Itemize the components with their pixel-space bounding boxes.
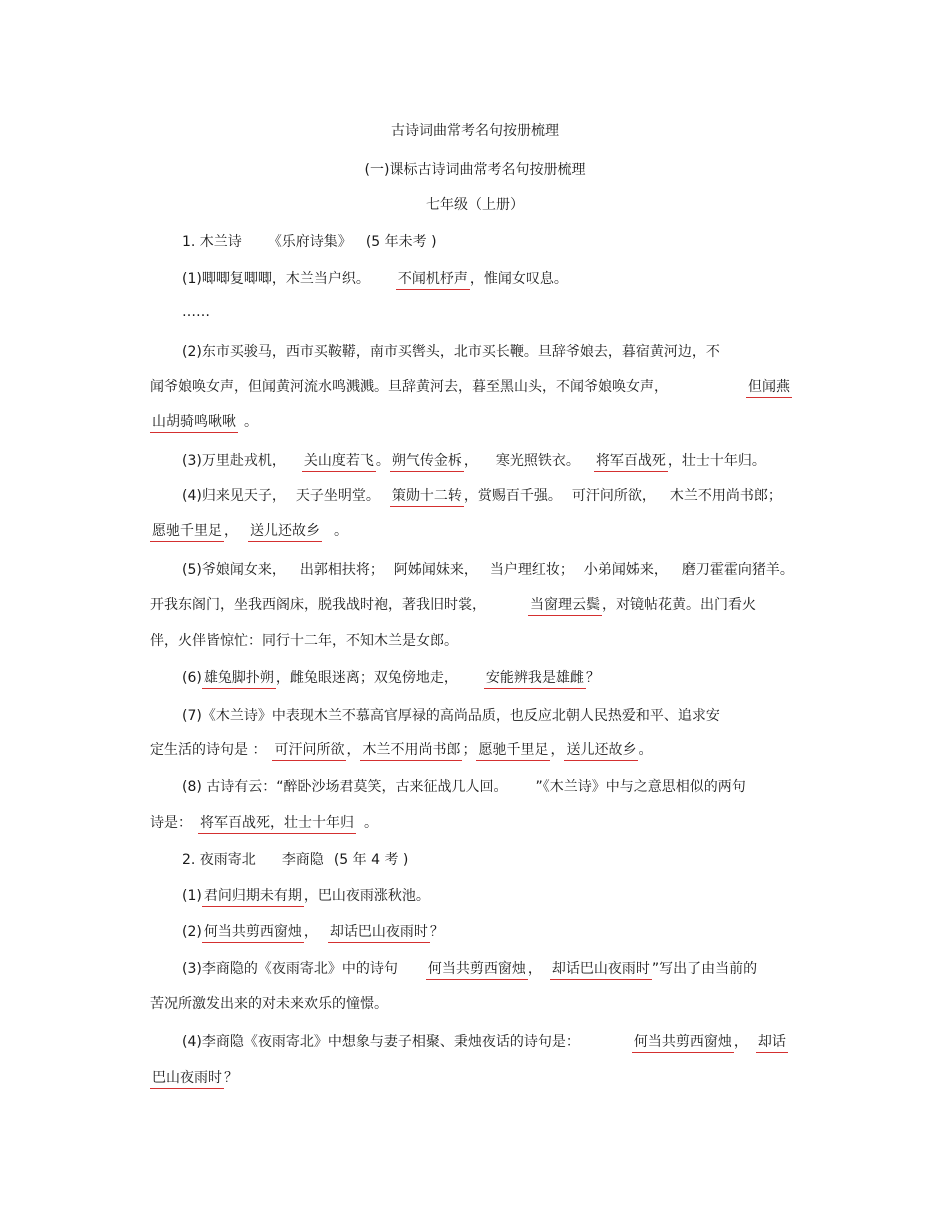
section-subtitle: (一)课标古诗词曲常考名句按册梳理	[364, 162, 586, 178]
question-1-7-line1: (7)《木兰诗》中表现木兰不慕高官厚禄的高尚品质，也反应北朝人民热爱和平、追求安	[182, 708, 720, 724]
answer-blank: 何当共剪西窗烛	[632, 1033, 734, 1053]
answer-blank: 将军百战死，壮士十年归	[198, 814, 356, 834]
question-1-2-line3: 山胡骑鸣啾啾 。	[150, 412, 258, 433]
answer-blank: 却话巴山夜雨时	[550, 960, 652, 980]
exam-count: (5 年未考 )	[365, 234, 437, 250]
question-1-5-line2: 开我东阁门，坐我西阁床，脱我战时袍，著我旧时裳， 当窗理云鬓 ，对镜帖花黄。出门看火	[150, 595, 756, 616]
answer-blank: 关山度若飞	[302, 452, 376, 472]
answer-blank: 君问归期未有期	[202, 887, 304, 907]
question-2-3-line1: (3)李商隐的《夜雨寄北》中的诗句 何当共剪西窗烛 ， 却话巴山夜雨时 ”写出了由当前的	[182, 959, 757, 980]
question-1-2-line1: (2)东市买骏马，西市买鞍鞯，南市买辔头，北市买长鞭。旦辞爷娘去，暮宿黄河边，不	[182, 344, 720, 360]
answer-blank: 但闻燕	[746, 378, 792, 398]
answer-blank: 送儿还故乡	[248, 522, 322, 542]
answer-blank: 当窗理云鬓	[528, 596, 602, 616]
grade-heading: 七年级（上册）	[426, 197, 524, 213]
answer-blank: 山胡骑鸣啾啾	[150, 413, 238, 433]
exam-count: (5 年 4 考 )	[333, 852, 409, 868]
poem-heading-yeyujibei	[182, 850, 408, 870]
question-1-1: (1)唧唧复唧唧，木兰当户织。 不闻机杼声 ，惟闻女叹息。	[182, 269, 568, 290]
question-1-4-line1: (4)归来见天子， 天子坐明堂。 策勋十二转 ，赏赐百千强。 可汗问所欲， 木兰不用尚书郎；	[182, 486, 782, 507]
question-1-2-line2: 闻爷娘唤女声，但闻黄河流水鸣溅溅。旦辞黄河去，暮至黑山头，不闻爷娘唤女声， 但闻燕	[150, 377, 792, 398]
answer-blank: 愿驰千里足	[150, 522, 224, 542]
question-1-8-line2: 诗是： 将军百战死，壮士十年归 。	[150, 813, 378, 834]
poem-heading-mulan	[182, 232, 437, 252]
question-1-5-line1: (5)爷娘闻女来， 出郭相扶将； 阿姊闻妹来， 当户理红妆； 小弟闻姊来， 磨刀霍霍向猪羊。	[182, 562, 794, 578]
question-1-8-line1: (8) 古诗有云：“醉卧沙场君莫笑，古来征战几人回。 ”《木兰诗》中与之意思相似的两句	[182, 779, 746, 795]
question-1-6: (6) 雄兔脚扑朔 ，雌兔眼迷离；双兔傍地走， 安能辨我是雄雌 ？	[182, 668, 600, 689]
answer-blank: 朔气传金柝	[390, 452, 464, 472]
answer-blank: 何当共剪西窗烛	[426, 960, 528, 980]
poem-title: 2. 夜雨寄北	[182, 852, 256, 868]
answer-blank: 可汗问所欲	[272, 741, 346, 761]
answer-blank: 却话巴山夜雨时	[328, 923, 430, 943]
answer-blank: 雄兔脚扑朔	[202, 669, 276, 689]
question-2-4-line1: (4)李商隐《夜雨寄北》中想象与妻子相聚、秉烛夜话的诗句是： 何当共剪西窗烛 ， 却话	[182, 1032, 788, 1053]
question-1-7-line2: 定生活的诗句是 ： 可汗问所欲 ， 木兰不用尚书郎 ； 愿驰千里足 ， 送儿还故乡 。	[150, 740, 652, 761]
answer-blank: 巴山夜雨时	[150, 1069, 224, 1089]
answer-blank: 却话	[756, 1033, 788, 1053]
answer-blank: 木兰不用尚书郎	[360, 741, 462, 761]
poem-source: 《乐府诗集》	[267, 234, 352, 250]
question-1-4-line2: 愿驰千里足 ， 送儿还故乡 。	[150, 521, 348, 542]
question-1-3: (3)万里赴戎机， 关山度若飞 。 朔气传金柝 ， 寒光照铁衣。 将军百战死 ，壮士十年归。	[182, 451, 766, 472]
answer-blank: 愿驰千里足	[476, 741, 550, 761]
question-1-5-line3: 伴，火伴皆惊忙：同行十二年，不知木兰是女郎。	[150, 633, 458, 649]
answer-blank: 安能辨我是雄雌	[484, 669, 586, 689]
question-2-3-line2: 苦况所激发出来的对未来欢乐的憧憬。	[150, 996, 388, 1012]
ellipsis: ……	[182, 304, 210, 320]
question-2-2: (2) 何当共剪西窗烛 ， 却话巴山夜雨时 ？	[182, 922, 444, 943]
answer-blank: 何当共剪西窗烛	[202, 923, 304, 943]
answer-blank: 送儿还故乡	[564, 741, 638, 761]
question-2-1: (1) 君问归期未有期 ，巴山夜雨涨秋池。	[182, 886, 430, 907]
document-title: 古诗词曲常考名句按册梳理	[391, 123, 559, 139]
answer-blank: 将军百战死	[594, 452, 668, 472]
poem-author: 李商隐	[281, 852, 324, 868]
question-2-4-line2: 巴山夜雨时 ？	[150, 1068, 238, 1089]
poem-title: 1. 木兰诗	[182, 234, 242, 250]
answer-blank: 策勋十二转	[390, 487, 464, 507]
answer-blank: 不闻机杼声	[396, 270, 470, 290]
